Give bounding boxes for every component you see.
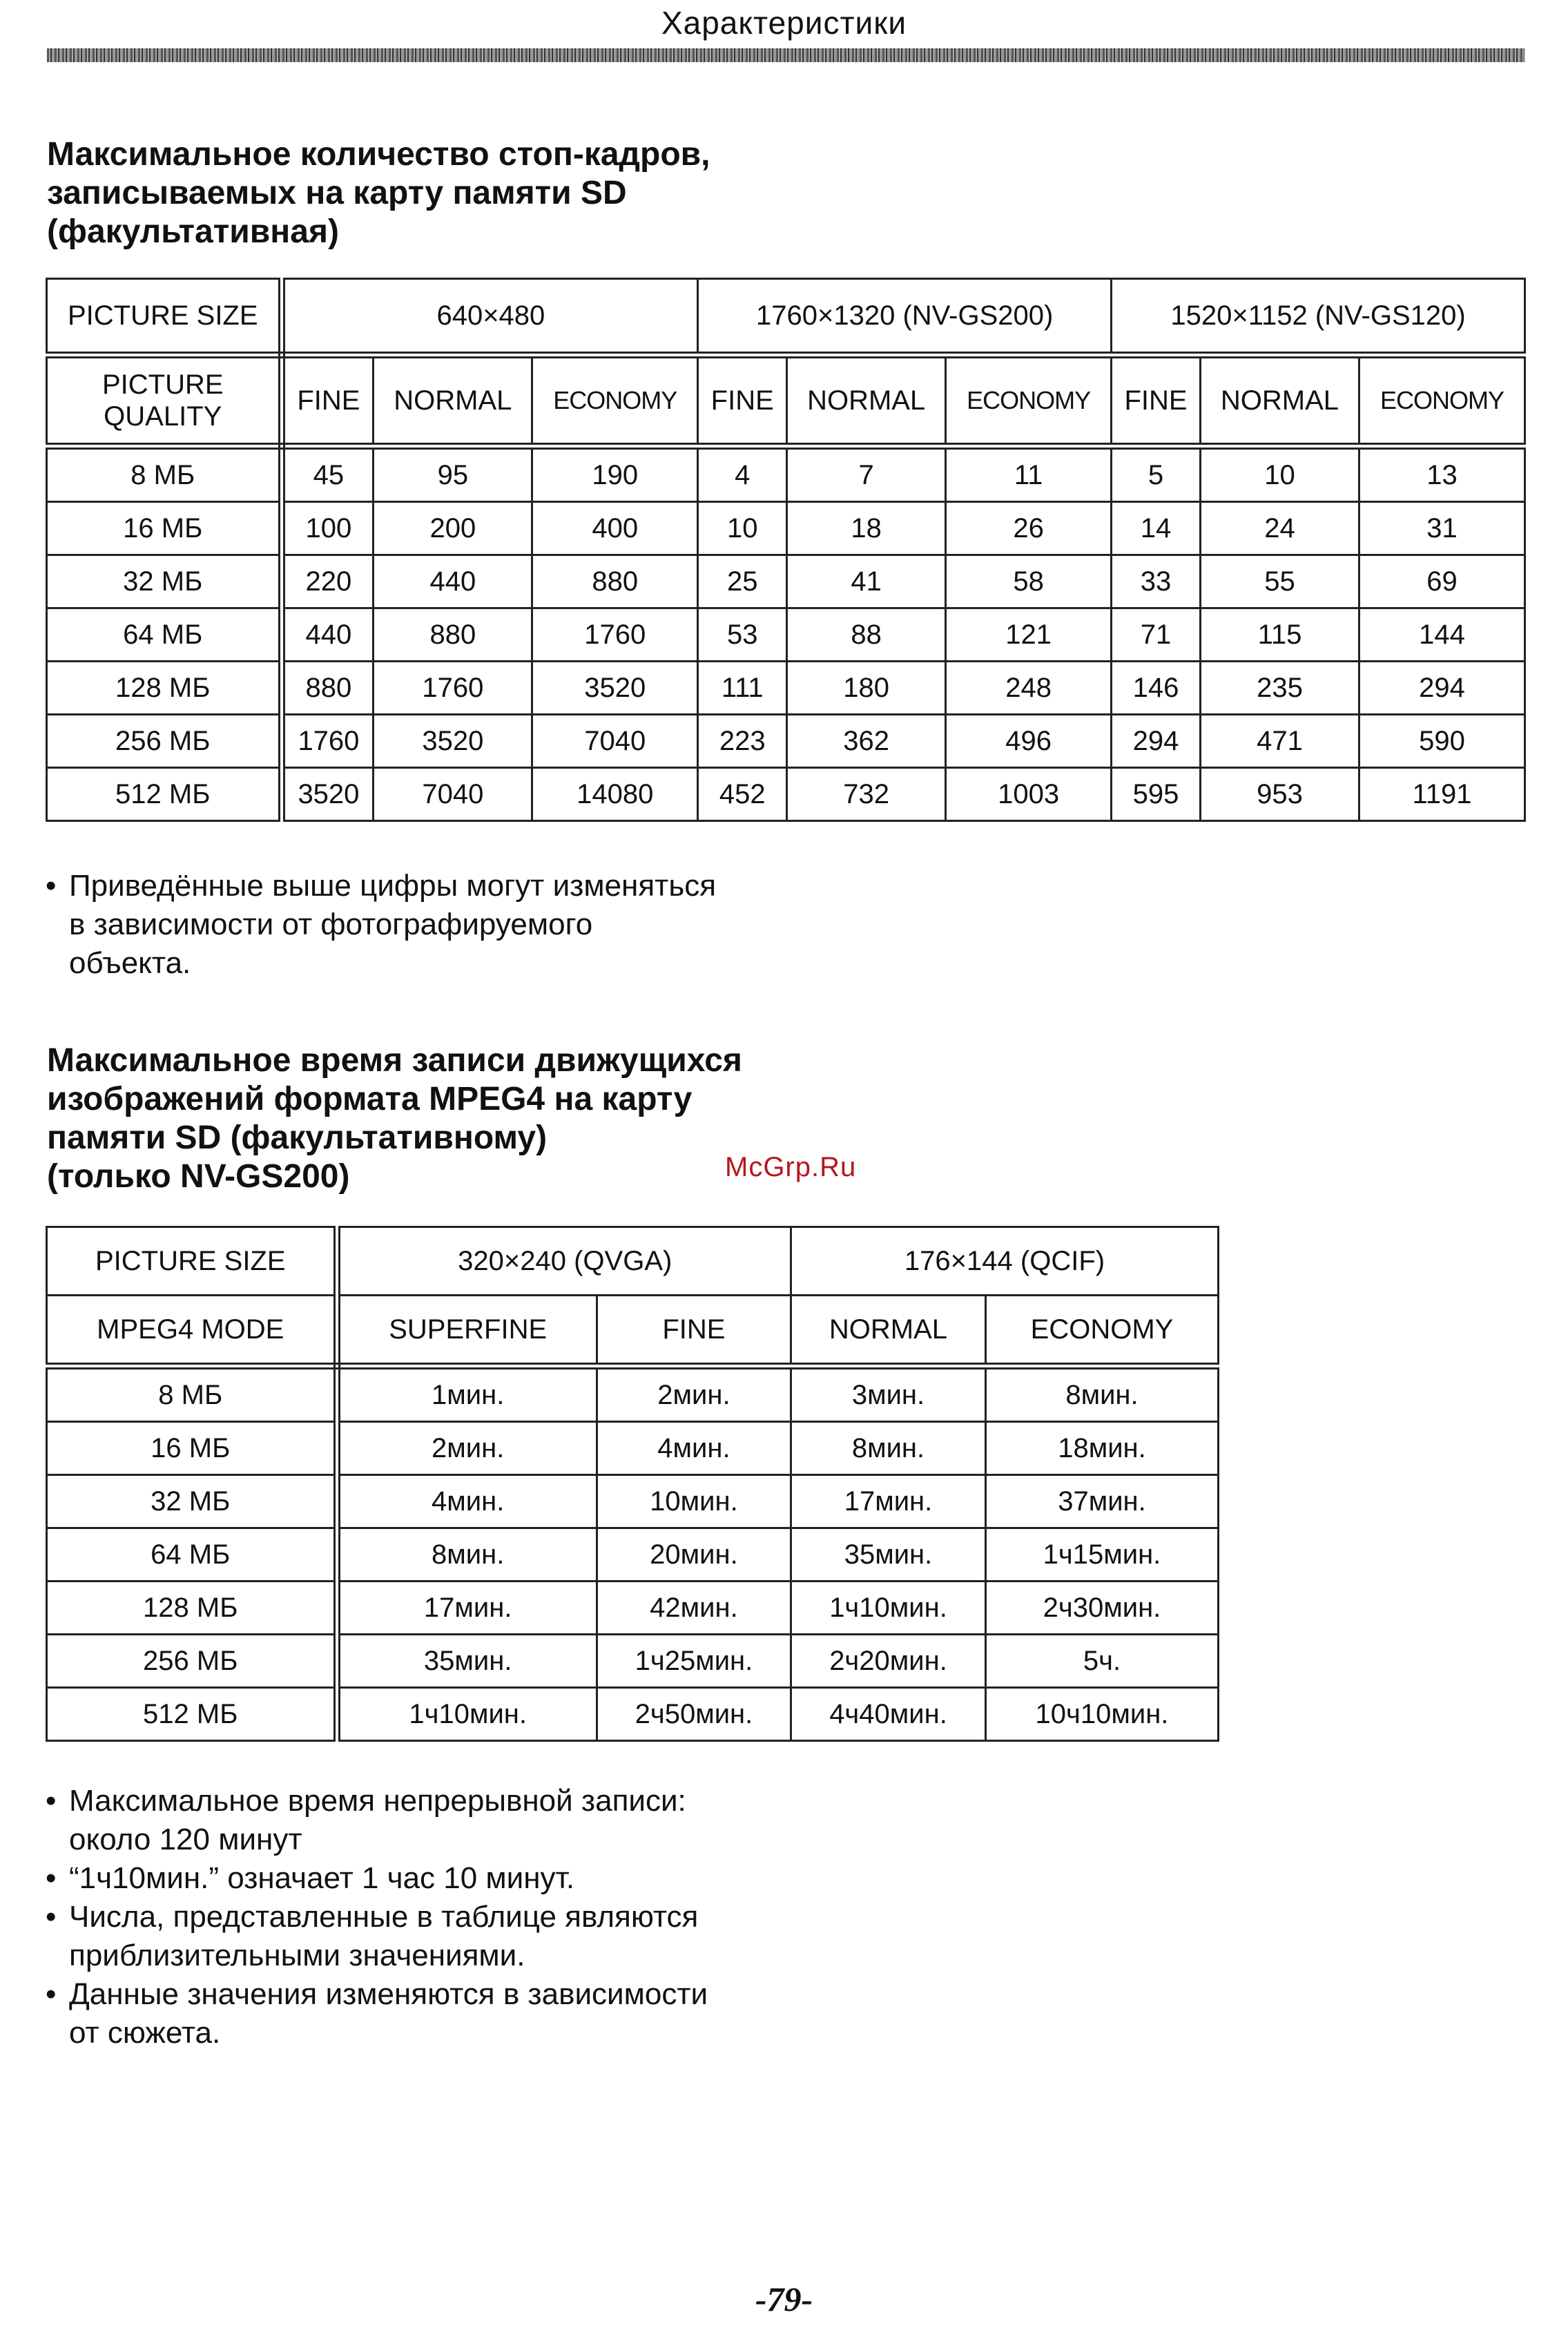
mpeg4-mode-label: MPEG4 MODE [47, 1296, 337, 1367]
table-cell: 95 [374, 446, 532, 502]
table-cell: 248 [946, 662, 1112, 715]
header-divider [47, 48, 1525, 62]
table-cell: 1ч10мин. [337, 1688, 597, 1741]
table-cell: 8мин. [337, 1528, 597, 1582]
table-cell: 111 [698, 662, 787, 715]
table-cell: 3мин. [791, 1366, 986, 1422]
table-cell: 3520 [374, 715, 532, 768]
size-header: 320×240 (QVGA) [337, 1227, 791, 1296]
table-cell: 20мин. [597, 1528, 791, 1582]
table-row [47, 715, 1525, 768]
table-header-row [47, 279, 1525, 356]
table-cell: 17мин. [337, 1582, 597, 1635]
table-cell: 2мин. [597, 1366, 791, 1422]
quality-header: NORMAL [1201, 355, 1359, 446]
note-line: приблизительными значениями. [69, 1939, 525, 1972]
table-cell: 18 [787, 502, 946, 555]
table-cell: 7040 [374, 768, 532, 821]
table-cell: 220 [282, 555, 374, 608]
table-cell: 24 [1201, 502, 1359, 555]
table-header-row [47, 1296, 1219, 1367]
table-cell: 11 [946, 446, 1112, 502]
table-cell: 190 [532, 446, 698, 502]
table-cell: 146 [1112, 662, 1201, 715]
table-cell: 10мин. [597, 1475, 791, 1528]
note-item [46, 1859, 708, 1898]
table-cell: 58 [946, 555, 1112, 608]
table-cell: 26 [946, 502, 1112, 555]
table-cell: 2ч30мин. [985, 1582, 1218, 1635]
quality-header: FINE [698, 355, 787, 446]
table-cell: 2ч50мин. [597, 1688, 791, 1741]
table-row [47, 1475, 1219, 1528]
table-cell: 235 [1201, 662, 1359, 715]
table-row [47, 1528, 1219, 1582]
table-row [47, 1422, 1219, 1475]
table-cell: 7 [787, 446, 946, 502]
table-cell: 590 [1359, 715, 1525, 768]
table-cell: 10 [698, 502, 787, 555]
table-cell: 880 [282, 662, 374, 715]
table-cell: 121 [946, 608, 1112, 662]
size-header: 640×480 [282, 279, 698, 356]
table-cell: 1760 [532, 608, 698, 662]
table-cell: 14080 [532, 768, 698, 821]
table-row [47, 1366, 1219, 1422]
section2-title-line: (только NV-GS200) [47, 1158, 350, 1195]
size-header: 1520×1152 (NV-GS120) [1112, 279, 1525, 356]
note-line: Приведённые выше цифры могут изменяться [69, 869, 717, 903]
table-row [47, 608, 1525, 662]
section2-title-line: Максимальное время записи движущихся [47, 1042, 742, 1079]
page-header-title: Характеристики [661, 5, 907, 41]
card-capacity: 256 МБ [47, 715, 282, 768]
section2-title [47, 1041, 742, 1196]
table-cell: 8мин. [791, 1422, 986, 1475]
watermark: McGrp.Ru [725, 1152, 857, 1182]
table-cell: 1003 [946, 768, 1112, 821]
note-item [46, 1782, 708, 1859]
note-line: “1ч10мин.” означает 1 час 10 минут. [69, 1861, 575, 1895]
table-cell: 45 [282, 446, 374, 502]
card-capacity: 128 МБ [47, 662, 282, 715]
table-cell: 88 [787, 608, 946, 662]
table-cell: 100 [282, 502, 374, 555]
table-row [47, 1688, 1219, 1741]
picture-quality-label: PICTURE QUALITY [47, 355, 282, 446]
mode-header: ECONOMY [985, 1296, 1218, 1367]
table-cell: 53 [698, 608, 787, 662]
table-cell: 42мин. [597, 1582, 791, 1635]
table-cell: 14 [1112, 502, 1201, 555]
still-images-table [46, 278, 1526, 822]
table-cell: 880 [532, 555, 698, 608]
quality-header: NORMAL [374, 355, 532, 446]
table-cell: 1ч25мин. [597, 1635, 791, 1688]
table-cell: 471 [1201, 715, 1359, 768]
size-header: 176×144 (QCIF) [791, 1227, 1219, 1296]
table-row [47, 555, 1525, 608]
table-cell: 69 [1359, 555, 1525, 608]
table-cell: 400 [532, 502, 698, 555]
table-cell: 37мин. [985, 1475, 1218, 1528]
section1-title [47, 135, 710, 251]
mode-header: FINE [597, 1296, 791, 1367]
card-capacity: 512 МБ [47, 1688, 337, 1741]
table-row [47, 1582, 1219, 1635]
note-line: Числа, представленные в таблице являются [69, 1900, 699, 1934]
card-capacity: 8 МБ [47, 446, 282, 502]
picture-size-label: PICTURE SIZE [47, 1227, 337, 1296]
mode-header: SUPERFINE [337, 1296, 597, 1367]
table-cell: 595 [1112, 768, 1201, 821]
picture-size-label: PICTURE SIZE [47, 279, 282, 356]
table-cell: 1191 [1359, 768, 1525, 821]
note-line: в зависимости от фотографируемого [69, 907, 593, 941]
table-cell: 25 [698, 555, 787, 608]
card-capacity: 8 МБ [47, 1366, 337, 1422]
card-capacity: 256 МБ [47, 1635, 337, 1688]
note-item [46, 1975, 708, 2053]
table-cell: 2мин. [337, 1422, 597, 1475]
bullet-icon: • [46, 869, 57, 903]
card-capacity: 16 МБ [47, 502, 282, 555]
card-capacity: 512 МБ [47, 768, 282, 821]
table-cell: 223 [698, 715, 787, 768]
mode-header: NORMAL [791, 1296, 986, 1367]
quality-header: FINE [282, 355, 374, 446]
section2-title-line: памяти SD (факультативному) [47, 1119, 548, 1156]
table-row [47, 768, 1525, 821]
table-cell: 10ч10мин. [985, 1688, 1218, 1741]
table-cell: 4мин. [597, 1422, 791, 1475]
section1-notes [46, 867, 716, 983]
table-cell: 452 [698, 768, 787, 821]
table-cell: 17мин. [791, 1475, 986, 1528]
card-capacity: 64 МБ [47, 608, 282, 662]
table-cell: 5 [1112, 446, 1201, 502]
table-cell: 880 [374, 608, 532, 662]
table-header-row [47, 355, 1525, 446]
table-cell: 33 [1112, 555, 1201, 608]
table-cell: 71 [1112, 608, 1201, 662]
table-cell: 4ч40мин. [791, 1688, 986, 1741]
card-capacity: 16 МБ [47, 1422, 337, 1475]
note-line: объекта. [69, 946, 191, 980]
table-cell: 3520 [532, 662, 698, 715]
mpeg4-recording-table [46, 1226, 1219, 1742]
table-cell: 440 [374, 555, 532, 608]
quality-header: ECONOMY [1359, 355, 1525, 446]
table-cell: 1ч15мин. [985, 1528, 1218, 1582]
table-row [47, 446, 1525, 502]
bullet-icon: • [46, 1784, 57, 1818]
table-cell: 115 [1201, 608, 1359, 662]
table-cell: 1760 [374, 662, 532, 715]
table-cell: 180 [787, 662, 946, 715]
note-item [46, 1898, 708, 1975]
table-cell: 5ч. [985, 1635, 1218, 1688]
section2-title-line: изображений формата MPEG4 на карту [47, 1081, 693, 1117]
quality-header: FINE [1112, 355, 1201, 446]
note-line: от сюжета. [69, 2016, 221, 2050]
table-cell: 10 [1201, 446, 1359, 502]
section1-title-line: записываемых на карту памяти SD [47, 175, 627, 211]
note-line: Данные значения изменяются в зависимости [69, 1977, 708, 2011]
table-cell: 294 [1112, 715, 1201, 768]
section2-notes [46, 1782, 708, 2053]
table-cell: 3520 [282, 768, 374, 821]
section1-title-line: Максимальное количество стоп-кадров, [47, 136, 710, 173]
table-cell: 4мин. [337, 1475, 597, 1528]
note-line: Максимальное время непрерывной записи: [69, 1784, 686, 1818]
note-item [46, 867, 716, 983]
size-header: 1760×1320 (NV-GS200) [698, 279, 1112, 356]
table-cell: 1ч10мин. [791, 1582, 986, 1635]
card-capacity: 64 МБ [47, 1528, 337, 1582]
table-cell: 31 [1359, 502, 1525, 555]
table-row [47, 502, 1525, 555]
table-cell: 18мин. [985, 1422, 1218, 1475]
table-cell: 35мин. [337, 1635, 597, 1688]
table-row [47, 662, 1525, 715]
table-cell: 55 [1201, 555, 1359, 608]
quality-header: NORMAL [787, 355, 946, 446]
table-cell: 362 [787, 715, 946, 768]
card-capacity: 32 МБ [47, 1475, 337, 1528]
table-cell: 1мин. [337, 1366, 597, 1422]
table-cell: 496 [946, 715, 1112, 768]
table-cell: 13 [1359, 446, 1525, 502]
bullet-icon: • [46, 1861, 57, 1895]
table-header-row [47, 1227, 1219, 1296]
table-cell: 200 [374, 502, 532, 555]
table-cell: 35мин. [791, 1528, 986, 1582]
bullet-icon: • [46, 1900, 57, 1934]
note-line: около 120 минут [69, 1823, 302, 1856]
section1-title-line: (факультативная) [47, 213, 339, 250]
table-cell: 8мин. [985, 1366, 1218, 1422]
table-cell: 144 [1359, 608, 1525, 662]
table-cell: 294 [1359, 662, 1525, 715]
table-row [47, 1635, 1219, 1688]
table-cell: 953 [1201, 768, 1359, 821]
quality-header: ECONOMY [946, 355, 1112, 446]
card-capacity: 128 МБ [47, 1582, 337, 1635]
card-capacity: 32 МБ [47, 555, 282, 608]
table-cell: 732 [787, 768, 946, 821]
quality-header: ECONOMY [532, 355, 698, 446]
table-cell: 4 [698, 446, 787, 502]
table-cell: 1760 [282, 715, 374, 768]
table-cell: 7040 [532, 715, 698, 768]
table-cell: 440 [282, 608, 374, 662]
bullet-icon: • [46, 1977, 57, 2011]
table-cell: 41 [787, 555, 946, 608]
table-cell: 2ч20мин. [791, 1635, 986, 1688]
page-number: -79- [755, 2280, 813, 2318]
